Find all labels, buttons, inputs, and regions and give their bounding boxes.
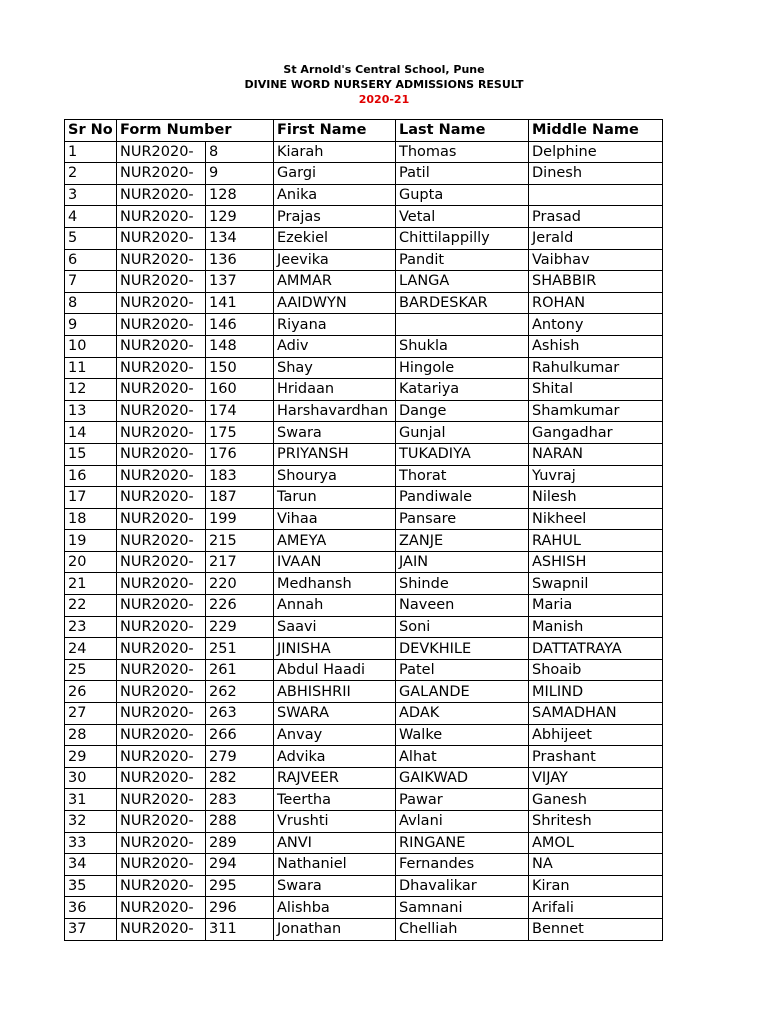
form-prefix-cell: NUR2020- (117, 400, 206, 422)
first-name-cell: Tarun (274, 487, 396, 509)
table-row (65, 335, 663, 357)
middle-name-cell: Antony (529, 314, 663, 336)
middle-name-cell: AMOL (529, 832, 663, 854)
table-row (65, 292, 663, 314)
form-prefix-cell: NUR2020- (117, 551, 206, 573)
table-row (65, 379, 663, 401)
table-row (65, 249, 663, 271)
first-name-cell: JINISHA (274, 638, 396, 660)
form-prefix-cell: NUR2020- (117, 746, 206, 768)
first-name-cell: ABHISHRII (274, 681, 396, 703)
form-prefix-cell: NUR2020- (117, 487, 206, 509)
table-row (65, 767, 663, 789)
sr-no-cell: 8 (65, 292, 117, 314)
table-row (65, 357, 663, 379)
first-name-cell: Medhansh (274, 573, 396, 595)
middle-name-cell: ASHISH (529, 551, 663, 573)
form-number-cell: 215 (206, 530, 274, 552)
first-name-cell: PRIYANSH (274, 443, 396, 465)
first-name-cell: Vrushti (274, 811, 396, 833)
table-row (65, 811, 663, 833)
middle-name-cell: Arifali (529, 897, 663, 919)
middle-name-cell: Bennet (529, 918, 663, 940)
form-prefix-cell: NUR2020- (117, 227, 206, 249)
form-number-cell: 9 (206, 163, 274, 185)
form-number-cell: 266 (206, 724, 274, 746)
sr-no-cell: 34 (65, 854, 117, 876)
middle-name-cell: RAHUL (529, 530, 663, 552)
first-name-cell: Riyana (274, 314, 396, 336)
middle-name-cell: Shritesh (529, 811, 663, 833)
document-title: DIVINE WORD NURSERY ADMISSIONS RESULT (244, 78, 524, 91)
form-number-cell: 8 (206, 141, 274, 163)
first-name-cell: Swara (274, 422, 396, 444)
first-name-cell: Prajas (274, 206, 396, 228)
form-number-cell: 146 (206, 314, 274, 336)
last-name-cell: Katariya (396, 379, 529, 401)
first-name-cell: AMEYA (274, 530, 396, 552)
middle-name-cell: Manish (529, 616, 663, 638)
form-prefix-cell: NUR2020- (117, 508, 206, 530)
form-number-cell: 134 (206, 227, 274, 249)
form-number-cell: 251 (206, 638, 274, 660)
sr-no-cell: 11 (65, 357, 117, 379)
last-name-cell: DEVKHILE (396, 638, 529, 660)
first-name-cell: Jeevika (274, 249, 396, 271)
first-name-cell: Alishba (274, 897, 396, 919)
form-number-cell: 311 (206, 918, 274, 940)
column-header-first-name: First Name (274, 120, 396, 142)
last-name-cell: Chittilappilly (396, 227, 529, 249)
middle-name-cell: SAMADHAN (529, 703, 663, 725)
sr-no-cell: 1 (65, 141, 117, 163)
last-name-cell: GALANDE (396, 681, 529, 703)
sr-no-cell: 13 (65, 400, 117, 422)
table-row (65, 163, 663, 185)
form-prefix-cell: NUR2020- (117, 703, 206, 725)
table-row (65, 897, 663, 919)
sr-no-cell: 25 (65, 659, 117, 681)
last-name-cell: Thorat (396, 465, 529, 487)
form-number-cell: 282 (206, 767, 274, 789)
sr-no-cell: 33 (65, 832, 117, 854)
form-prefix-cell: NUR2020- (117, 573, 206, 595)
sr-no-cell: 27 (65, 703, 117, 725)
first-name-cell: Anika (274, 184, 396, 206)
form-prefix-cell: NUR2020- (117, 465, 206, 487)
middle-name-cell: Kiran (529, 875, 663, 897)
first-name-cell: Abdul Haadi (274, 659, 396, 681)
middle-name-cell: Ashish (529, 335, 663, 357)
first-name-cell: Ezekiel (274, 227, 396, 249)
form-prefix-cell: NUR2020- (117, 184, 206, 206)
first-name-cell: Nathaniel (274, 854, 396, 876)
table-row (65, 703, 663, 725)
form-prefix-cell: NUR2020- (117, 530, 206, 552)
sr-no-cell: 24 (65, 638, 117, 660)
sr-no-cell: 23 (65, 616, 117, 638)
last-name-cell: Avlani (396, 811, 529, 833)
table-row (65, 487, 663, 509)
form-number-cell: 129 (206, 206, 274, 228)
middle-name-cell (529, 184, 663, 206)
form-prefix-cell: NUR2020- (117, 422, 206, 444)
form-number-cell: 183 (206, 465, 274, 487)
middle-name-cell: ROHAN (529, 292, 663, 314)
form-prefix-cell: NUR2020- (117, 832, 206, 854)
form-prefix-cell: NUR2020- (117, 875, 206, 897)
table-row (65, 854, 663, 876)
middle-name-cell: Swapnil (529, 573, 663, 595)
table-row (65, 595, 663, 617)
form-number-cell: 141 (206, 292, 274, 314)
form-number-cell: 150 (206, 357, 274, 379)
sr-no-cell: 32 (65, 811, 117, 833)
last-name-cell: Alhat (396, 746, 529, 768)
last-name-cell: ZANJE (396, 530, 529, 552)
sr-no-cell: 19 (65, 530, 117, 552)
first-name-cell: Adiv (274, 335, 396, 357)
form-number-cell: 217 (206, 551, 274, 573)
middle-name-cell: NARAN (529, 443, 663, 465)
table-row (65, 184, 663, 206)
first-name-cell: RAJVEER (274, 767, 396, 789)
table-row (65, 551, 663, 573)
table-row (65, 659, 663, 681)
last-name-cell: Walke (396, 724, 529, 746)
last-name-cell: JAIN (396, 551, 529, 573)
last-name-cell: GAIKWAD (396, 767, 529, 789)
last-name-cell: Pansare (396, 508, 529, 530)
first-name-cell: Harshavardhan (274, 400, 396, 422)
first-name-cell: Saavi (274, 616, 396, 638)
sr-no-cell: 22 (65, 595, 117, 617)
last-name-cell: Pandit (396, 249, 529, 271)
first-name-cell: SWARA (274, 703, 396, 725)
sr-no-cell: 10 (65, 335, 117, 357)
last-name-cell: Gunjal (396, 422, 529, 444)
first-name-cell: Teertha (274, 789, 396, 811)
first-name-cell: Kiarah (274, 141, 396, 163)
form-number-cell: 295 (206, 875, 274, 897)
last-name-cell: LANGA (396, 271, 529, 293)
middle-name-cell: DATTATRAYA (529, 638, 663, 660)
last-name-cell: Dange (396, 400, 529, 422)
first-name-cell: Vihaa (274, 508, 396, 530)
first-name-cell: Hridaan (274, 379, 396, 401)
last-name-cell: Naveen (396, 595, 529, 617)
form-number-cell: 160 (206, 379, 274, 401)
table-row (65, 443, 663, 465)
middle-name-cell: Shoaib (529, 659, 663, 681)
first-name-cell: Gargi (274, 163, 396, 185)
form-number-cell: 226 (206, 595, 274, 617)
form-number-cell: 187 (206, 487, 274, 509)
sr-no-cell: 9 (65, 314, 117, 336)
first-name-cell: Swara (274, 875, 396, 897)
middle-name-cell: Dinesh (529, 163, 663, 185)
form-prefix-cell: NUR2020- (117, 379, 206, 401)
table-row (65, 832, 663, 854)
column-header-form-number: Form Number (117, 120, 274, 142)
sr-no-cell: 5 (65, 227, 117, 249)
table-row (65, 573, 663, 595)
table-row (65, 789, 663, 811)
table-header-row (65, 120, 663, 142)
last-name-cell: Gupta (396, 184, 529, 206)
form-prefix-cell: NUR2020- (117, 918, 206, 940)
last-name-cell: Thomas (396, 141, 529, 163)
middle-name-cell: Ganesh (529, 789, 663, 811)
form-number-cell: 229 (206, 616, 274, 638)
form-prefix-cell: NUR2020- (117, 854, 206, 876)
last-name-cell: RINGANE (396, 832, 529, 854)
sr-no-cell: 35 (65, 875, 117, 897)
sr-no-cell: 20 (65, 551, 117, 573)
middle-name-cell: NA (529, 854, 663, 876)
form-number-cell: 283 (206, 789, 274, 811)
school-name: St Arnold's Central School, Pune (283, 63, 485, 76)
last-name-cell: BARDESKAR (396, 292, 529, 314)
table-row (65, 508, 663, 530)
form-prefix-cell: NUR2020- (117, 314, 206, 336)
sr-no-cell: 28 (65, 724, 117, 746)
form-number-cell: 175 (206, 422, 274, 444)
form-number-cell: 296 (206, 897, 274, 919)
column-header-sr-no: Sr No (65, 120, 117, 142)
last-name-cell: Shinde (396, 573, 529, 595)
middle-name-cell: Abhijeet (529, 724, 663, 746)
form-number-cell: 128 (206, 184, 274, 206)
table-row (65, 141, 663, 163)
table-row (65, 314, 663, 336)
last-name-cell: Vetal (396, 206, 529, 228)
last-name-cell: Shukla (396, 335, 529, 357)
middle-name-cell: MILIND (529, 681, 663, 703)
sr-no-cell: 18 (65, 508, 117, 530)
table-row (65, 918, 663, 940)
last-name-cell: Patel (396, 659, 529, 681)
table-row (65, 724, 663, 746)
form-prefix-cell: NUR2020- (117, 357, 206, 379)
form-number-cell: 174 (206, 400, 274, 422)
sr-no-cell: 6 (65, 249, 117, 271)
sr-no-cell: 17 (65, 487, 117, 509)
table-row (65, 530, 663, 552)
form-number-cell: 289 (206, 832, 274, 854)
middle-name-cell: Prashant (529, 746, 663, 768)
column-header-last-name: Last Name (396, 120, 529, 142)
form-number-cell: 261 (206, 659, 274, 681)
first-name-cell: ANVI (274, 832, 396, 854)
middle-name-cell: VIJAY (529, 767, 663, 789)
sr-no-cell: 26 (65, 681, 117, 703)
form-prefix-cell: NUR2020- (117, 638, 206, 660)
first-name-cell: Advika (274, 746, 396, 768)
sr-no-cell: 37 (65, 918, 117, 940)
sr-no-cell: 12 (65, 379, 117, 401)
last-name-cell: TUKADIYA (396, 443, 529, 465)
last-name-cell: ADAK (396, 703, 529, 725)
middle-name-cell: Nikheel (529, 508, 663, 530)
form-prefix-cell: NUR2020- (117, 789, 206, 811)
form-number-cell: 148 (206, 335, 274, 357)
sr-no-cell: 30 (65, 767, 117, 789)
table-row (65, 465, 663, 487)
middle-name-cell: Prasad (529, 206, 663, 228)
middle-name-cell: Delphine (529, 141, 663, 163)
middle-name-cell: Jerald (529, 227, 663, 249)
form-prefix-cell: NUR2020- (117, 595, 206, 617)
last-name-cell: Dhavalikar (396, 875, 529, 897)
last-name-cell (396, 314, 529, 336)
first-name-cell: Anvay (274, 724, 396, 746)
form-number-cell: 176 (206, 443, 274, 465)
middle-name-cell: Rahulkumar (529, 357, 663, 379)
form-number-cell: 263 (206, 703, 274, 725)
form-number-cell: 262 (206, 681, 274, 703)
last-name-cell: Samnani (396, 897, 529, 919)
table-row (65, 400, 663, 422)
first-name-cell: Annah (274, 595, 396, 617)
first-name-cell: Jonathan (274, 918, 396, 940)
table-row (65, 422, 663, 444)
form-prefix-cell: NUR2020- (117, 249, 206, 271)
table-row (65, 616, 663, 638)
form-number-cell: 279 (206, 746, 274, 768)
first-name-cell: Shay (274, 357, 396, 379)
form-number-cell: 137 (206, 271, 274, 293)
form-prefix-cell: NUR2020- (117, 335, 206, 357)
form-number-cell: 220 (206, 573, 274, 595)
column-header-middle-name: Middle Name (529, 120, 663, 142)
form-prefix-cell: NUR2020- (117, 292, 206, 314)
form-prefix-cell: NUR2020- (117, 271, 206, 293)
form-prefix-cell: NUR2020- (117, 681, 206, 703)
sr-no-cell: 3 (65, 184, 117, 206)
table-row (65, 227, 663, 249)
table-row (65, 206, 663, 228)
form-prefix-cell: NUR2020- (117, 767, 206, 789)
last-name-cell: Fernandes (396, 854, 529, 876)
middle-name-cell: SHABBIR (529, 271, 663, 293)
form-prefix-cell: NUR2020- (117, 163, 206, 185)
last-name-cell: Soni (396, 616, 529, 638)
last-name-cell: Pawar (396, 789, 529, 811)
sr-no-cell: 21 (65, 573, 117, 595)
form-number-cell: 199 (206, 508, 274, 530)
first-name-cell: Shourya (274, 465, 396, 487)
document-header (0, 62, 768, 107)
admissions-table (64, 119, 663, 941)
academic-year: 2020-21 (358, 93, 410, 106)
form-prefix-cell: NUR2020- (117, 206, 206, 228)
form-prefix-cell: NUR2020- (117, 897, 206, 919)
table-row (65, 875, 663, 897)
sr-no-cell: 29 (65, 746, 117, 768)
sr-no-cell: 16 (65, 465, 117, 487)
form-number-cell: 136 (206, 249, 274, 271)
middle-name-cell: Vaibhav (529, 249, 663, 271)
first-name-cell: AAIDWYN (274, 292, 396, 314)
form-number-cell: 288 (206, 811, 274, 833)
last-name-cell: Hingole (396, 357, 529, 379)
sr-no-cell: 14 (65, 422, 117, 444)
table-row (65, 681, 663, 703)
last-name-cell: Chelliah (396, 918, 529, 940)
sr-no-cell: 2 (65, 163, 117, 185)
table-row (65, 271, 663, 293)
form-number-cell: 294 (206, 854, 274, 876)
form-prefix-cell: NUR2020- (117, 443, 206, 465)
table-row (65, 746, 663, 768)
table-row (65, 638, 663, 660)
form-prefix-cell: NUR2020- (117, 724, 206, 746)
sr-no-cell: 7 (65, 271, 117, 293)
form-prefix-cell: NUR2020- (117, 616, 206, 638)
last-name-cell: Patil (396, 163, 529, 185)
last-name-cell: Pandiwale (396, 487, 529, 509)
middle-name-cell: Nilesh (529, 487, 663, 509)
first-name-cell: IVAAN (274, 551, 396, 573)
middle-name-cell: Gangadhar (529, 422, 663, 444)
middle-name-cell: Shital (529, 379, 663, 401)
form-prefix-cell: NUR2020- (117, 811, 206, 833)
middle-name-cell: Yuvraj (529, 465, 663, 487)
sr-no-cell: 36 (65, 897, 117, 919)
form-prefix-cell: NUR2020- (117, 659, 206, 681)
middle-name-cell: Shamkumar (529, 400, 663, 422)
sr-no-cell: 4 (65, 206, 117, 228)
first-name-cell: AMMAR (274, 271, 396, 293)
sr-no-cell: 31 (65, 789, 117, 811)
form-prefix-cell: NUR2020- (117, 141, 206, 163)
middle-name-cell: Maria (529, 595, 663, 617)
sr-no-cell: 15 (65, 443, 117, 465)
